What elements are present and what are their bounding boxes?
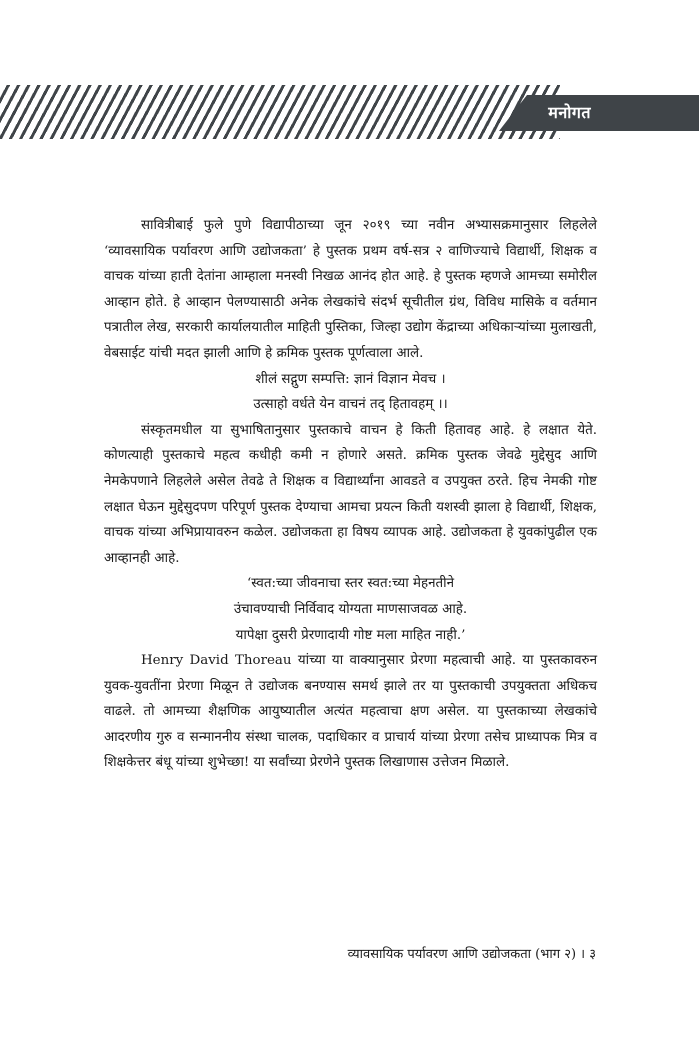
paragraph-intro: सावित्रीबाई फुले पुणे विद्यापीठाच्या जून २०१९ च्या नवीन अभ्यासक्रमानुसार लिहलेले ‘व्यावसायिक पर्यावरण आणि उद्योजकता’ हे पुस्तक प्रथम वर्ष-सत्र २ वाणिज्याचे विद्यार्थी, शिक्षक व वाचक यांच्या हाती देतांना आम्हाला मनस्वी निखळ आनंद होत आहे. हे पुस्तक म्हणजे आमच्या समोरील आव्हान होते. हे आव्हान पेलण्यासाठी अनेक लेखकांचे संदर्भ सूचीतील ग्रंथ, विविध मासिके व वर्तमान पत्रातील लेख, सरकारी कार्यालयातील माहिती पुस्तिका, जिल्हा उद्योग केंद्राच्या अधिकाऱ्यांच्या मुलाखती, वेबसाईट यांची मदत झाली आणि हे क्रमिक पुस्तक पूर्णत्वाला आले. (104, 218, 597, 361)
paragraph-reading-value: संस्कृतमधील या सुभाषितानुसार पुस्तकाचे वाचन हे किती हितावह आहे. हे लक्षात येते. कोणत्याही पुस्तकाचे महत्व कधीही कमी न होणारे असते. क्रमिक पुस्तक जेवढे मुद्देसुद आणि नेमकेपणाने लिहलेले असेल तेवढे ते शिक्षक व विद्यार्थ्यांना आवडते व उपयुक्त ठरते. हिच नेमकी गोष्ट लक्षात घेऊन मुद्देसुदपण परिपूर्ण पुस्तक देण्याचा आमचा प्रयत्न किती यशस्वी झाला हे विद्यार्थी, शिक्षक, वाचक यांच्या अभिप्रायावरुन कळेल. उद्योजकता हा विषय व्यापक आहे. उद्योजकता हे युवकांपुढील एक आव्हानही आहे. (104, 422, 597, 566)
quote-line-1: ‘स्वत:च्या जीवनाचा स्तर स्वत:च्या मेहनतीने (246, 576, 455, 592)
paragraph-inspiration: Henry David Thoreau यांच्या या वाक्यानुसार प्रेरणा महत्वाची आहे. या पुस्तकावरुन युवक-युवतींना प्रेरणा मिळून ते उद्योजक बनण्यास समर्थ झाले तर या पुस्तकाची उपयुक्तता अधिकच वाढले. तो आमच्या शैक्षणिक आयुष्यातील अत्यंत महत्वाचा क्षण असेल. या पुस्तकाच्या लेखकांचे आदरणीय गुरु व सन्माननीय संस्था चालक, पदाधिकार व प्राचार्य यांच्या प्रेरणा तसेच प्राध्यापक मित्र व शिक्षकेत्तर बंधू यांच्या शुभेच्छा! या सर्वांच्या प्रेरणेने पुस्तक लिखाणास उत्तेजन मिळाले. (104, 653, 597, 771)
page-body (104, 213, 597, 776)
page-footer-running-title: व्यावसायिक पर्यावरण आणि उद्योजकता (भाग २) । ३ (347, 947, 596, 962)
chapter-title: मनोगत (548, 103, 591, 122)
chapter-title-tab (499, 95, 699, 131)
quote-line-3: यापेक्षा दुसरी प्रेरणादायी गोष्ट मला माहित नाही.’ (235, 627, 466, 643)
sanskrit-verse-line-2: उत्साहो वर्धते येन वाचनं तद् हितावहम् ।। (253, 397, 448, 413)
chapter-header-band (0, 85, 699, 139)
sanskrit-verse-line-1: शीलं सद्गुण सम्पत्ति: ज्ञानं विज्ञान मेवच । (255, 371, 446, 387)
decorative-stripes (0, 85, 560, 139)
quote-line-2: उंचावण्याची निर्विवाद योग्यता माणसाजवळ आहे. (233, 601, 468, 617)
